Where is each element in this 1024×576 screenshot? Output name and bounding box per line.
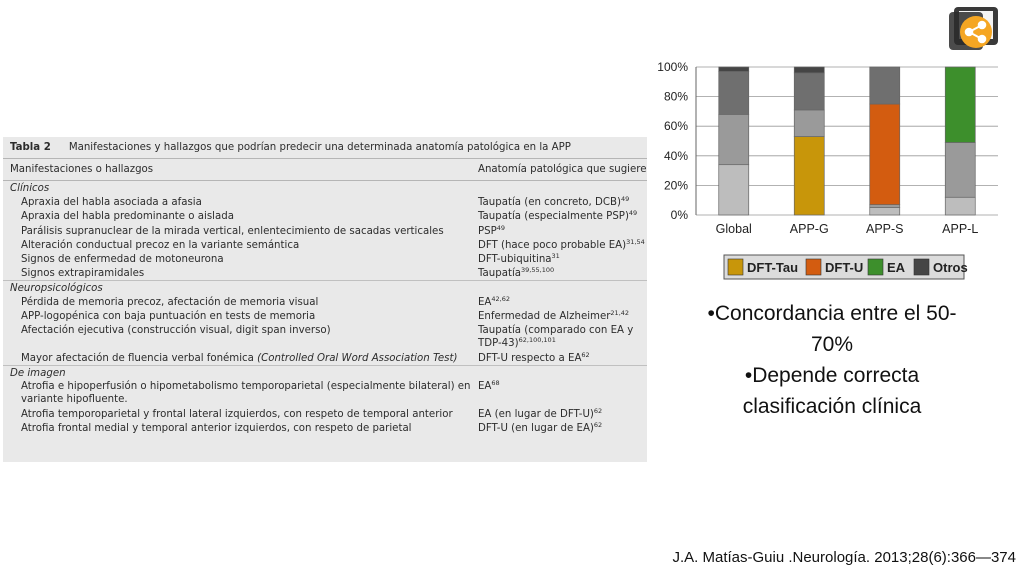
bar-segment xyxy=(719,71,749,114)
pathology-text: DFT-U (en lugar de EA) xyxy=(478,423,594,435)
bar-segment xyxy=(945,197,975,215)
finding-cell xyxy=(21,196,476,209)
pathology-text: Taupatía (comparado con EA y TDP-43) xyxy=(478,324,634,349)
pathology-cell xyxy=(478,324,646,350)
share-icon xyxy=(946,4,1002,54)
bar-segment xyxy=(870,205,900,208)
finding-text: Mayor afectación de fluencia verbal fonémica xyxy=(21,352,254,364)
bar-segment xyxy=(719,114,749,164)
legend-label: DFT-U xyxy=(825,260,864,275)
finding-cell xyxy=(21,225,476,238)
table-row xyxy=(3,224,647,238)
reference-superscript: 49 xyxy=(628,209,638,218)
table-row xyxy=(3,323,647,351)
bar-segment xyxy=(945,142,975,197)
finding-text: Afectación ejecutiva (construcción visual, digit span inverso) xyxy=(21,324,331,336)
table-row xyxy=(3,195,647,209)
finding-cell xyxy=(21,296,476,309)
table-row xyxy=(3,421,647,435)
finding-text: APP-logopénica con baja puntuación en tests de memoria xyxy=(21,310,316,322)
col-header-findings: Manifestaciones o hallazgos xyxy=(10,164,154,175)
legend-swatch xyxy=(728,259,743,275)
pathology-text: Enfermedad de Alzheimer xyxy=(478,310,611,322)
reference-superscript: 31,54 xyxy=(626,237,645,246)
reference-superscript: 31 xyxy=(551,251,560,260)
legend-swatch xyxy=(806,259,821,275)
finding-cell xyxy=(21,324,476,337)
pathology-cell xyxy=(478,310,646,323)
table-row xyxy=(3,238,647,252)
legend-label: DFT-Tau xyxy=(747,260,799,275)
reference-superscript: 62 xyxy=(593,407,603,416)
section-title: Clínicos xyxy=(10,183,50,194)
finding-cell xyxy=(21,210,476,223)
table-row xyxy=(3,266,647,280)
table-row xyxy=(3,252,647,266)
pathology-cell xyxy=(478,408,646,421)
bar-segment xyxy=(945,67,975,142)
finding-cell xyxy=(21,310,476,323)
bar-segment xyxy=(794,73,824,110)
y-tick-label: 40% xyxy=(663,148,688,163)
section-title: De imagen xyxy=(10,368,66,380)
legend-swatch xyxy=(868,259,883,275)
bar-segment xyxy=(794,110,824,137)
finding-text: Apraxia del habla predominante o aislada xyxy=(21,211,234,223)
pathology-text: Taupatía (en concreto, DCB) xyxy=(478,197,621,209)
finding-text: Pérdida de memoria precoz, afectación de memoria visual xyxy=(21,296,319,308)
finding-text: Atrofia e hipoperfusión o hipometabolismo temporoparietal (especialmente bilateral) en variante hipofluente. xyxy=(21,381,471,406)
finding-cell xyxy=(21,239,476,252)
finding-text: Atrofia temporoparietal y frontal lateral izquierdos, con respeto de temporal anterior xyxy=(21,409,453,421)
reference-superscript: 62,100,101 xyxy=(518,335,556,344)
table-row xyxy=(3,351,647,365)
table-row xyxy=(3,407,647,421)
bar-segment xyxy=(719,67,749,71)
pathology-cell xyxy=(478,296,646,309)
table-section-header xyxy=(3,280,647,294)
pathology-cell xyxy=(478,422,646,435)
table-row xyxy=(3,295,647,309)
bar-segment xyxy=(794,137,824,215)
pathology-text: EA (en lugar de DFT-U) xyxy=(478,409,594,421)
finding-cell xyxy=(21,380,476,406)
finding-text: Alteración conductual precoz en la variante semántica xyxy=(21,239,300,251)
bullet-list xyxy=(704,298,960,422)
pathology-text: DFT (hace poco probable EA) xyxy=(478,239,627,251)
table-row xyxy=(3,309,647,323)
finding-text: Atrofia frontal medial y temporal anterior izquierdos, con respeto de parietal xyxy=(21,423,412,435)
legend-label: EA xyxy=(887,260,906,275)
finding-text: Signos de enfermedad de motoneurona xyxy=(21,253,224,265)
finding-cell xyxy=(21,267,476,280)
reference-superscript: 68 xyxy=(491,379,500,388)
reference-superscript: 39,55,100 xyxy=(521,266,555,275)
pathology-text: EA xyxy=(478,381,492,393)
pathology-text: DFT-U respecto a EA xyxy=(478,352,582,364)
pathology-text: Taupatía (especialmente PSP) xyxy=(478,211,629,223)
y-tick-label: 100% xyxy=(657,60,688,74)
finding-cell xyxy=(21,352,476,365)
pathology-cell xyxy=(478,267,646,280)
table-title: Manifestaciones y hallazgos que podrían predecir una determinada anatomía patológica en la APP xyxy=(68,142,571,153)
finding-text: Parálisis supranuclear de la mirada vertical, enlentecimiento de sacadas verticales xyxy=(21,225,444,237)
pathology-text: EA xyxy=(478,296,492,308)
reference-superscript: 49 xyxy=(496,223,506,232)
table-caption xyxy=(3,137,647,159)
table-row xyxy=(3,379,647,407)
pathology-cell xyxy=(478,253,646,266)
pathology-text: Taupatía xyxy=(478,268,522,280)
finding-cell xyxy=(21,422,476,435)
stacked-bar-chart xyxy=(640,55,1010,285)
legend-swatch xyxy=(914,259,929,275)
reference-superscript: 42,62 xyxy=(491,294,511,303)
pathology-cell xyxy=(478,380,646,393)
bullet-clasificacion: • Depende correcta clasificación clínica xyxy=(704,360,960,422)
table-panel xyxy=(3,137,647,462)
pathology-text: PSP xyxy=(478,225,497,237)
bar-segment xyxy=(870,67,900,104)
pathology-cell xyxy=(478,225,646,238)
citation: J.A. Matías-Guiu .Neurología. 2013;28(6):366—374 xyxy=(672,549,1016,566)
table-body xyxy=(3,181,647,436)
section-title: Neuropsicológicos xyxy=(10,283,103,295)
y-tick-label: 60% xyxy=(663,119,688,134)
table-section-header xyxy=(3,181,647,195)
pathology-cell xyxy=(478,196,646,209)
reference-superscript: 21,42 xyxy=(610,308,630,317)
pathology-text: DFT-ubiquitina xyxy=(478,253,552,265)
table-column-headers xyxy=(3,159,647,181)
bullet-concordancia: • Concordancia entre el 50-70% xyxy=(704,298,960,360)
pathology-cell xyxy=(478,352,646,365)
col-header-pathology: Anatomía patológica que sugiere xyxy=(478,164,647,175)
finding-italic-text: (Controlled Oral Word Association Test) xyxy=(257,352,458,364)
pathology-cell xyxy=(478,210,646,223)
reference-superscript: 62 xyxy=(581,350,590,359)
bar-segment xyxy=(870,208,900,215)
reference-superscript: 62 xyxy=(593,421,603,430)
bar-segment xyxy=(794,67,824,73)
bar-segment xyxy=(719,165,749,215)
y-tick-label: 20% xyxy=(663,178,688,193)
finding-cell xyxy=(21,253,476,266)
finding-text: Signos extrapiramidales xyxy=(21,268,145,280)
table-number: Tabla 2 xyxy=(10,142,51,153)
table-section-header xyxy=(3,365,647,379)
x-tick-label: APP-L xyxy=(942,222,979,236)
y-tick-label: 0% xyxy=(670,208,688,222)
y-tick-label: 80% xyxy=(663,89,688,104)
x-tick-label: Global xyxy=(715,222,752,236)
x-tick-label: APP-S xyxy=(865,222,904,236)
legend-label: Otros xyxy=(933,260,968,275)
bar-segment xyxy=(870,104,900,205)
finding-cell xyxy=(21,408,476,421)
finding-text: Apraxia del habla asociada a afasia xyxy=(21,197,202,209)
pathology-cell xyxy=(478,239,646,252)
x-tick-label: APP-G xyxy=(789,222,829,236)
table-row xyxy=(3,209,647,223)
reference-superscript: 49 xyxy=(620,195,630,204)
